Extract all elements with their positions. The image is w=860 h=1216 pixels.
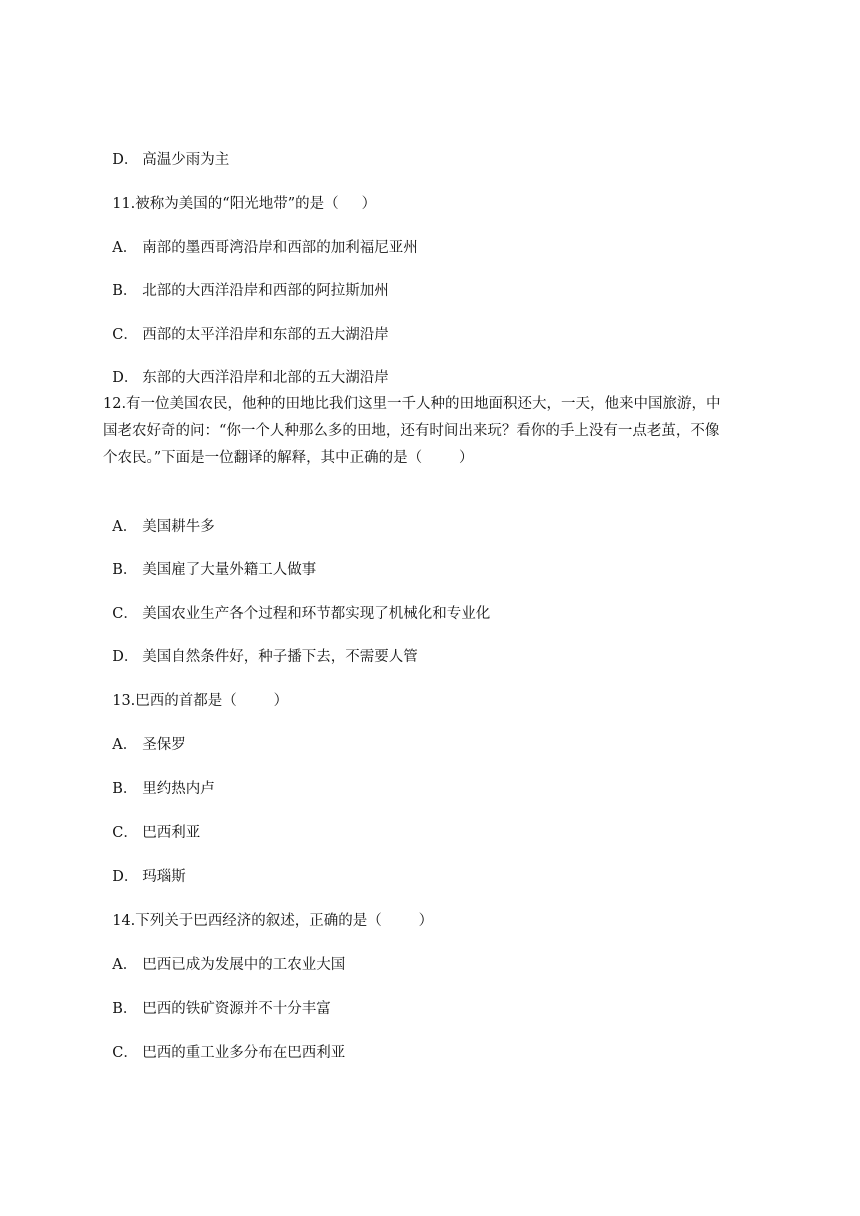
question-14-stem [103,891,434,929]
option-text: 巴西的重工业多分布在巴西利亚 [142,1045,346,1061]
option-text: 巴西已成为发展中的工农业大国 [142,957,346,973]
option-letter: B． [112,781,138,797]
question-13-option-a [103,715,186,753]
question-stem-text: 11.被称为美国的“阳光地带”的是（ ） [112,196,377,212]
option-text: 东部的大西洋沿岸和北部的五大湖沿岸 [142,370,389,386]
option-letter: D． [112,370,139,386]
option-letter: C． [112,1045,138,1061]
option-letter: A． [112,957,138,973]
question-14-option-c [103,1023,346,1061]
option-text: 巴西的铁矿资源并不十分丰富 [142,1001,331,1017]
option-text: 美国雇了大量外籍工人做事 [142,562,317,578]
question-12-option-a [103,497,215,535]
question-11-option-b [103,261,389,299]
question-12-stem [103,394,763,468]
question-12-option-b [103,540,317,578]
option-letter: A． [112,519,138,535]
question-13-option-d [103,847,186,885]
option-letter: B． [112,562,138,578]
question-13-option-b [103,759,215,797]
option-text: 里约热内卢 [142,781,215,797]
question-stem-line: 个农民。”下面是一位翻译的解释，其中正确的是（ ） [103,450,474,466]
question-stem-line: 国老农好奇的问：“你一个人种那么多的田地，还有时间出来玩？看你的手上没有一点老茧，不像 [103,423,720,439]
question-11-option-a [103,218,418,256]
question-12-option-c [103,584,491,622]
question-stem-text: 13.巴西的首都是（ ） [112,693,289,709]
option-text: 美国自然条件好，种子播下去，不需要人管 [142,649,418,665]
option-letter: C． [112,825,138,841]
question-12-option-d [103,627,418,665]
option-letter: C． [112,327,138,343]
option-text: 西部的太平洋沿岸和东部的五大湖沿岸 [142,327,389,343]
question-11-option-d [103,348,389,386]
option-text: 高温少雨为主 [142,152,230,168]
question-stem-line: 12.有一位美国农民，他种的田地比我们这里一千人种的田地面积还大，一天，他来中国旅游，中 [103,396,721,412]
option-letter: A． [112,240,138,256]
option-letter: D． [112,649,139,665]
option-text: 巴西利亚 [142,825,201,841]
option-letter: D． [112,869,139,885]
question-13-option-c [103,803,201,841]
question-14-option-b [103,979,331,1017]
question-stem-text: 14.下列关于巴西经济的叙述，正确的是（ ） [112,913,434,929]
option-text: 玛瑙斯 [142,869,186,885]
question-11-stem [103,174,377,212]
option-letter: B． [112,283,138,299]
option-d-q10 [103,130,230,168]
option-text: 美国农业生产各个过程和环节都实现了机械化和专业化 [142,606,491,622]
question-14-option-a [103,935,346,973]
option-letter: D． [112,152,139,168]
option-letter: A． [112,737,138,753]
option-letter: C． [112,606,138,622]
option-text: 北部的大西洋沿岸和西部的阿拉斯加州 [142,283,389,299]
option-letter: B． [112,1001,138,1017]
question-11-option-c [103,305,389,343]
question-13-stem [103,671,289,709]
option-text: 圣保罗 [142,737,186,753]
option-text: 美国耕牛多 [142,519,215,535]
option-text: 南部的墨西哥湾沿岸和西部的加利福尼亚州 [142,240,418,256]
